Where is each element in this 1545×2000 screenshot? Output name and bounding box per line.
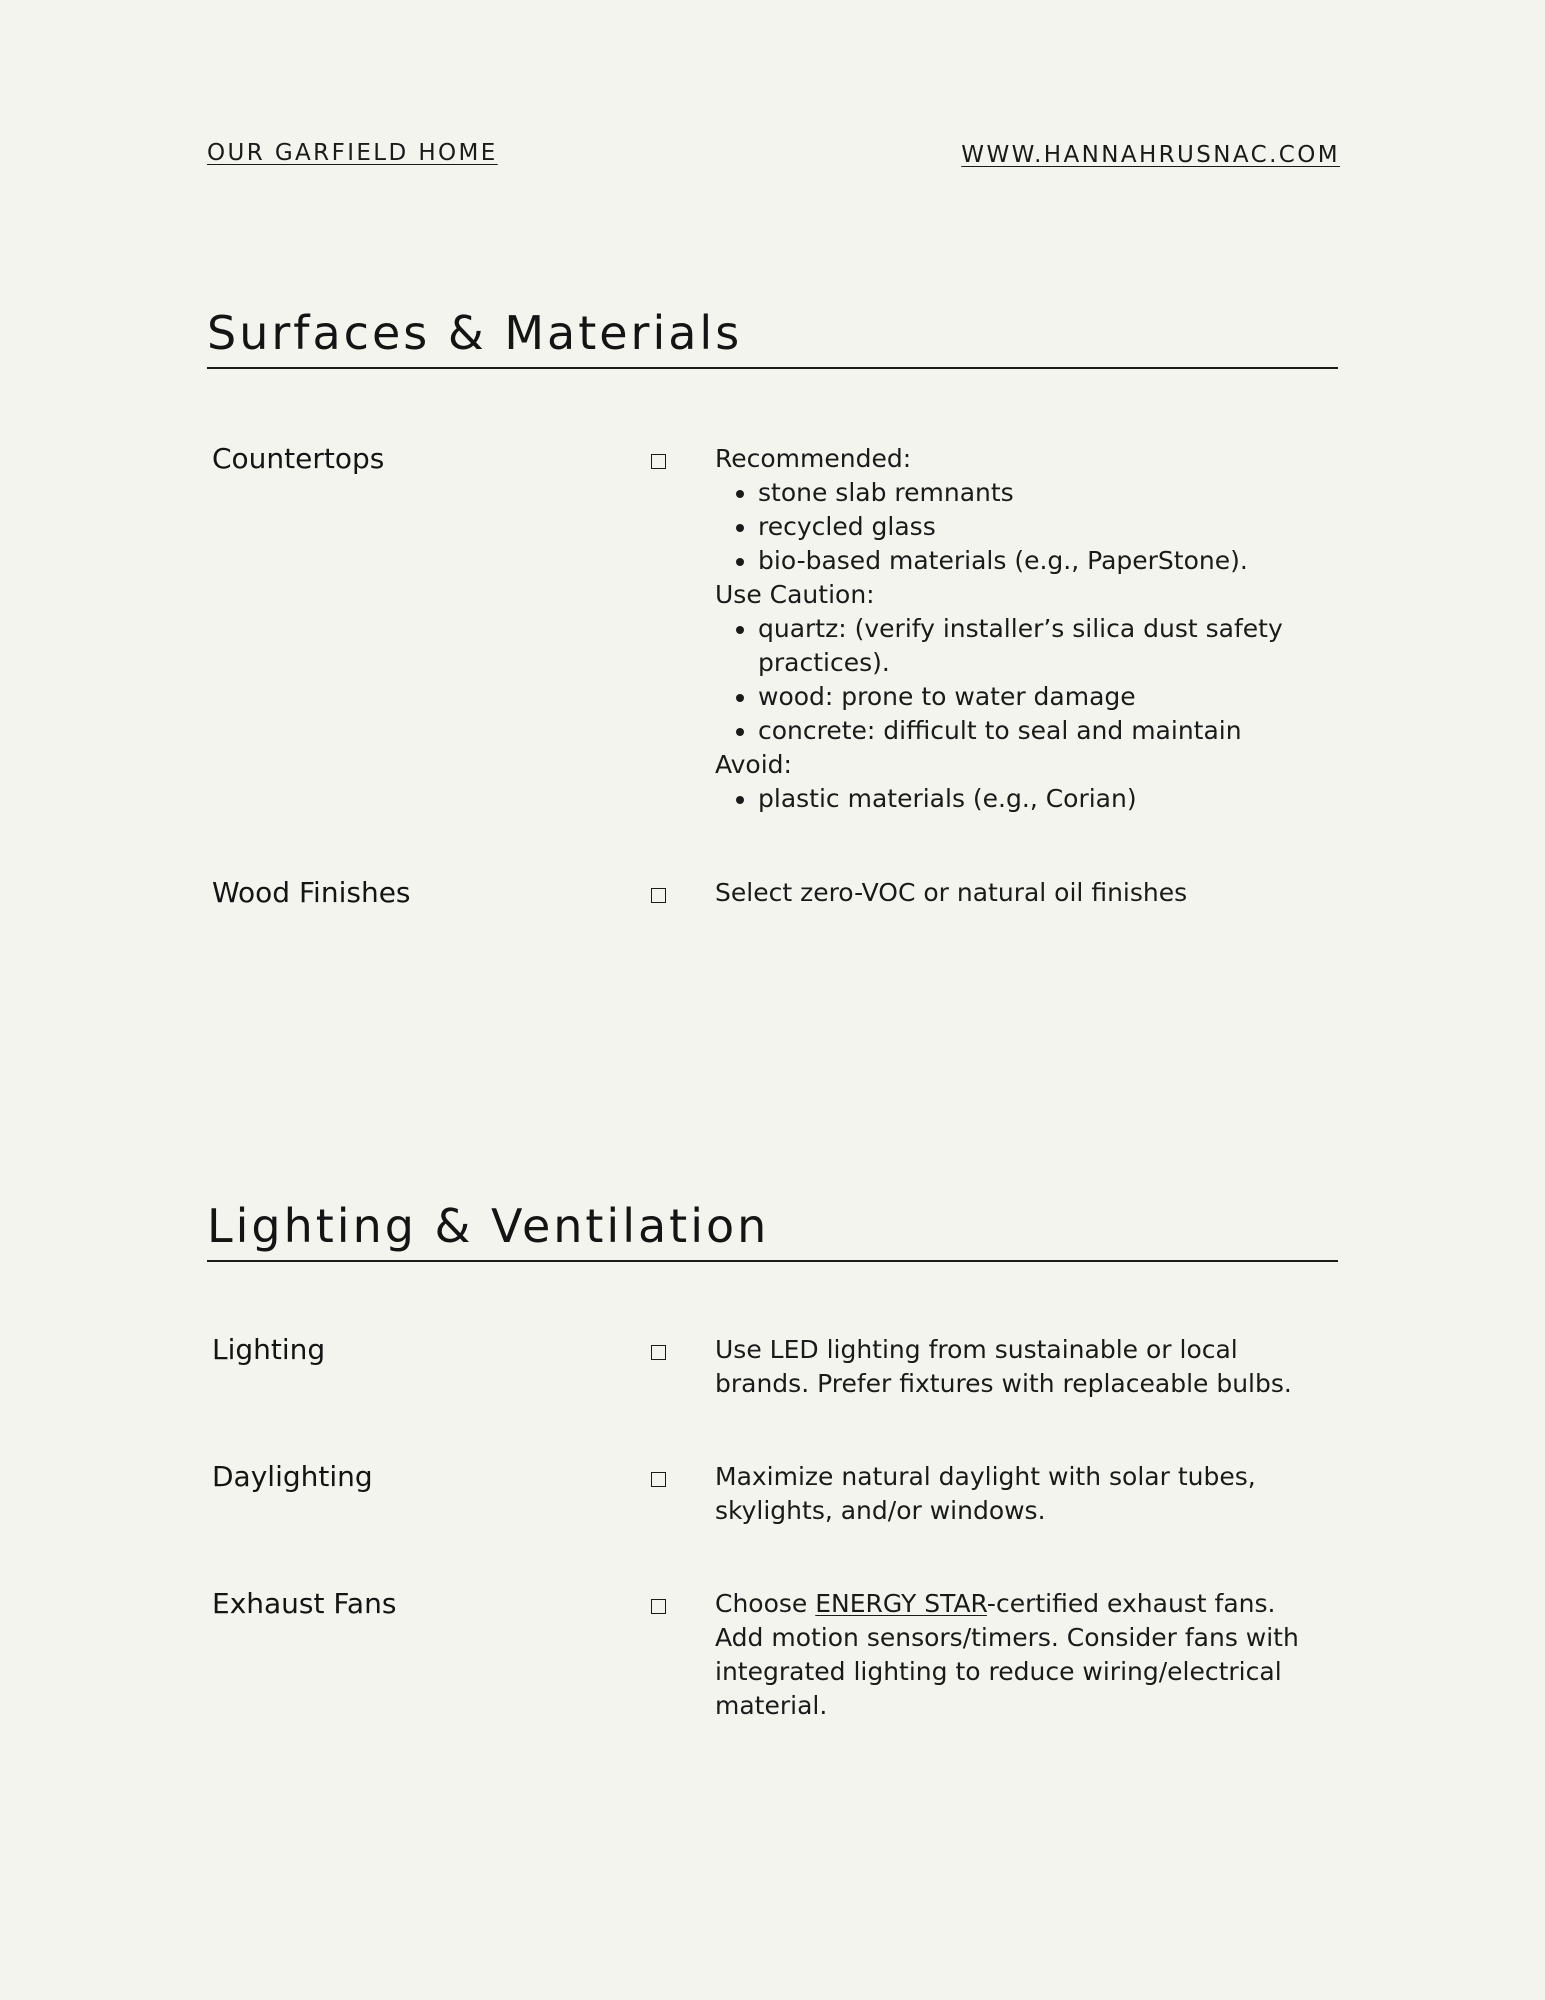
lighting-checkbox[interactable]: [651, 1345, 666, 1360]
countertops-label: Countertops: [212, 442, 385, 475]
avoid-heading: Avoid:: [715, 750, 792, 779]
daylighting-text: Maximize natural daylight with solar tubes, skylights, and/or windows.: [715, 1462, 1256, 1525]
surfaces-section: [207, 299, 1338, 909]
countertops-checkbox[interactable]: [651, 454, 666, 469]
lighting-title: Lighting & Ventilation: [207, 1199, 770, 1253]
lighting-label: Lighting: [212, 1333, 326, 1366]
lighting-text: Use LED lighting from sustainable or local brands. Prefer fixtures with replaceable bulbs.: [715, 1335, 1292, 1398]
avoid-list: [715, 782, 1305, 816]
list-item: • wood: prone to water damage: [758, 680, 1305, 714]
exhaust-fans-text-start: Choose: [715, 1589, 816, 1618]
list-item: • bio-based materials (e.g., PaperStone).: [758, 544, 1305, 578]
garfield-home-link[interactable]: OUR GARFIELD HOME: [207, 140, 498, 166]
recommended-heading: Recommended:: [715, 444, 912, 473]
list-item: • plastic materials (e.g., Corian): [758, 782, 1305, 816]
wood-finishes-checkbox[interactable]: [651, 888, 666, 903]
caution-heading: Use Caution:: [715, 580, 875, 609]
caution-list: [715, 612, 1305, 748]
exhaust-fans-label: Exhaust Fans: [212, 1587, 397, 1620]
daylighting-label: Daylighting: [212, 1460, 373, 1493]
surfaces-divider: [207, 367, 1338, 369]
exhaust-fans-checkbox[interactable]: [651, 1599, 666, 1614]
list-item: • stone slab remnants: [758, 476, 1305, 510]
energy-star-link[interactable]: ENERGY STAR: [815, 1589, 987, 1618]
exhaust-fans-text: [715, 1587, 1305, 1723]
countertops-details: [715, 442, 1305, 816]
list-item: • concrete: difficult to seal and maintain: [758, 714, 1305, 748]
daylighting-details: [715, 1460, 1305, 1528]
wood-finishes-details: [715, 876, 1305, 910]
daylighting-checkbox[interactable]: [651, 1472, 666, 1487]
lighting-section: [207, 1192, 1338, 1720]
lighting-divider: [207, 1260, 1338, 1262]
exhaust-fans-details: [715, 1587, 1305, 1723]
list-item: • recycled glass: [758, 510, 1305, 544]
wood-finishes-text: Select zero-VOC or natural oil finishes: [715, 878, 1188, 907]
wood-finishes-label: Wood Finishes: [212, 876, 411, 909]
recommended-list: [715, 476, 1305, 578]
exhaust-fans-text-end: -certified exhaust fans. Add motion sensors/timers. Consider fans with integrated lighting to reduce wiring/electrical material.: [715, 1589, 1299, 1720]
list-item: • quartz: (verify installer’s silica dust safety practices).: [758, 612, 1305, 680]
lighting-details: [715, 1333, 1305, 1401]
website-link[interactable]: WWW.HANNAHRUSNAC.COM: [961, 142, 1340, 168]
surfaces-title: Surfaces & Materials: [207, 306, 743, 360]
